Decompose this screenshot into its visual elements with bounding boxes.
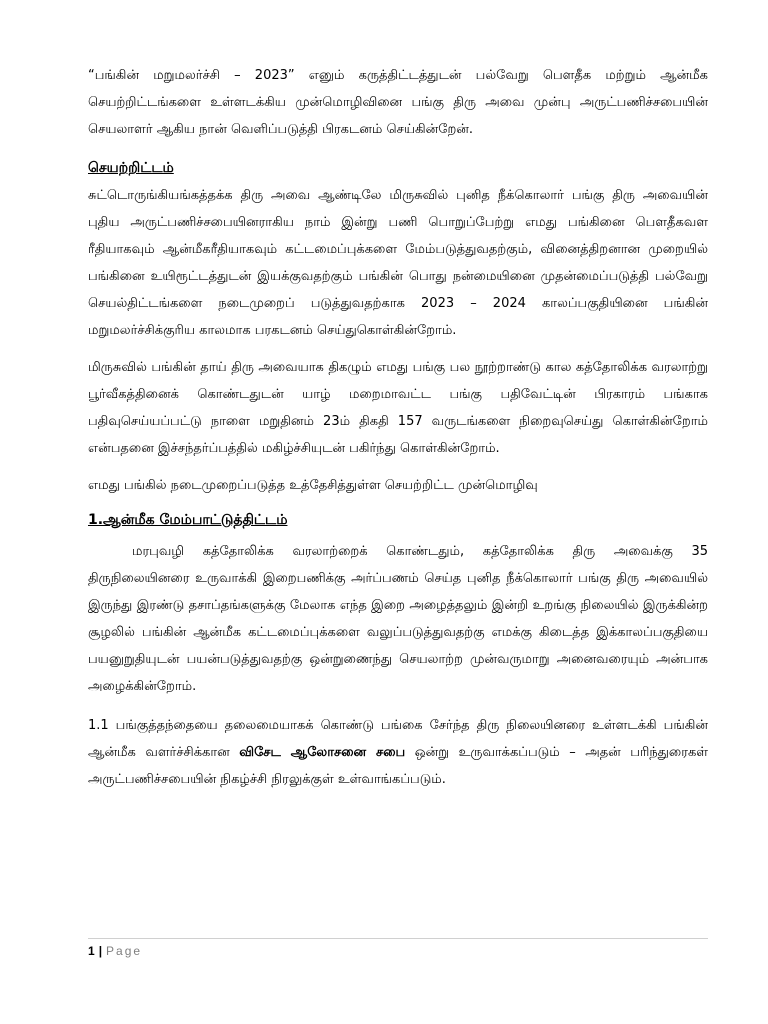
page-footer <box>88 938 708 961</box>
page-label: Page <box>106 944 143 958</box>
item-1-1-prefix: 1.1 பங்குத்தந்தையை தலைமையாகக் கொண்டு பங்கை சேர்ந்த திரு நிலையினரை உள்ளடக்கி பங்கின் ஆன்மீக வளர்ச்சிக்கான <box>88 718 708 760</box>
spiritual-paragraph: மரபுவழி கத்தோலிக்க வரலாற்றைக் கொண்டதும், கத்தோலிக்க திரு அவைக்கு 35 திருநிலையினரை உருவாக்கி இறைபணிக்கு அர்ப்பணம் செய்த புனித நீக்கொலார் பங்கு திரு அவையில் இருந்து இரண்டு தசாப்தங்களுக்கு மேலாக எந்த இறை அழைத்தலும் இன்றி உறங்கு நிலையில் இருக்கின்ற சூழலில் பங்கின் ஆன்மீக கட்டமைப்புக்களை வலுப்படுத்துவதற்கு எமக்கு கிடைத்த இக்காலப்பகுதியை பயனுறுதியுடன் பயன்படுத்துவதற்கு ஒன்றுணைந்து செயலாற்ற முன்வருமாறு அனைவரையும் அன்பாக அழைக்கின்றோம். <box>88 544 708 694</box>
advisory-council-term: விசேட ஆலோசனை சபை <box>239 745 406 760</box>
item-1-1-suffix: ஒன்று உருவாக்கப்படும் – அதன் பரிந்துரைகள் அருட்பணிச்சபையின் நிகழ்ச்சி நிரலுக்குள் உள்வாங்கப்படும். <box>88 745 708 787</box>
page-number: 1 <box>88 944 95 958</box>
intro-paragraph: “பங்கின் மறுமலர்ச்சி – 2023” எனும் கருத்திட்டத்துடன் பல்வேறு பௌதீக மற்றும் ஆன்மீக செயற்றிட்டங்களை உள்ளடக்கிய முன்மொழிவினை பங்கு திரு அவை முன்பு அருட்பணிச்சபையின் செயலாளர் ஆகிய நான் வெளிப்படுத்தி பிரகடனம் செய்கின்றேன். <box>88 68 708 137</box>
project-heading: செயற்றிட்டம் <box>88 160 174 176</box>
goal-paragraph: சுட்டொருங்கியங்கத்தக்க திரு அவை ஆண்டிலே மிருசுவில் புனித நீக்கொலார் பங்கு திரு அவையின் புதிய அருட்பணிச்சபையினராகிய நாம் இன்று பணி பொறுப்பேற்று எமது பங்கினை பௌதீகவள ரீதியாகவும் ஆன்மீகரீதியாகவும் கட்டமைப்புக்களை மேம்படுத்துவதற்கும், வினைத்திறனான முறையில் பங்கினை உயிரூட்டத்துடன் இயக்குவதற்கும் பங்கின் பொது நன்மையினை முதன்மைப்படுத்தி பல்வேறு செயல்திட்டங்களை நடைமுறைப் படுத்துவதற்காக 2023 – 2024 காலப்பகுதியினை பங்கின் மறுமலர்ச்சிக்குரிய காலமாக பரகடனம் செய்துகொள்கின்றோம். <box>88 188 708 338</box>
proposal-subtitle: எமது பங்கில் நடைமுறைப்படுத்த உத்தேசித்துள்ள செயற்றிட்ட முன்மொழிவு <box>88 478 538 493</box>
footer-separator: | <box>98 944 103 958</box>
history-paragraph: மிருசுவில் பங்கின் தாய் திரு அவையாக திகழும் எமது பங்கு பல நூற்றாண்டு கால கத்தோலிக்க வரலாற்று பூர்வீகத்தினைக் கொண்டதுடன் யாழ் மறைமாவட்ட பங்கு பதிவேட்டின் பிரகாரம் பங்காக பதிவுசெய்யப்பட்டு நாளை மறுதினம் 23ம் திகதி 157 வருடங்களை நிறைவுசெய்து கொள்கின்றோம் என்பதனை இச்சந்தர்ப்பத்தில் மகிழ்ச்சியுடன் பகிர்ந்து கொள்கின்றோம். <box>88 360 708 456</box>
spiritual-development-heading: 1.ஆன்மீக மேம்பாட்டுத்திட்டம் <box>88 512 288 528</box>
item-1-1-paragraph <box>88 712 708 793</box>
document-page <box>88 62 708 793</box>
